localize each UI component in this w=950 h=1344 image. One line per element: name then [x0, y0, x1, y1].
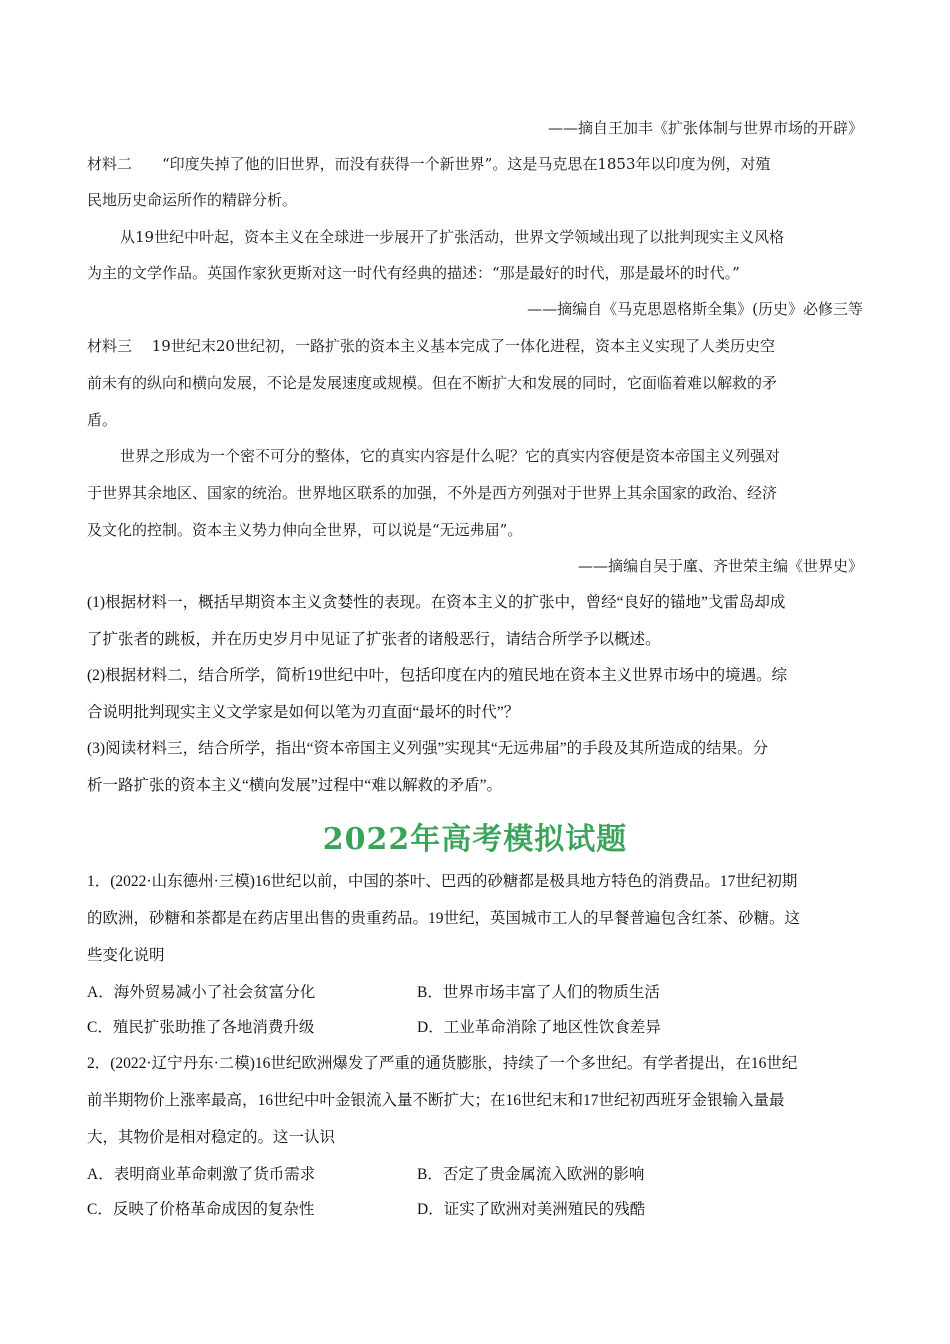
source-citation-2: ——摘编自《马克思恩格斯全集》(历史》必修三等 — [527, 300, 863, 318]
source-citation-3: ——摘编自吴于廑、齐世荣主编《世界史》 — [577, 557, 863, 575]
material-2-line: 为主的文学作品。英国作家狄更斯对这一时代有经典的描述：“那是最好的时代，那是最坏的时代。” — [87, 264, 740, 282]
question-1-line: 了扩张者的跳板，并在历史岁月中见证了扩张者的诸般恶行，请结合所学予以概述。 — [87, 631, 661, 648]
problem-1-option-a: A．海外贸易减小了社会贫富分化 — [87, 984, 316, 1001]
problem-2-stem: 2．(2022·辽宁丹东·二模)16世纪欧洲爆发了严重的通货膨胀，持续了一个多世纪。有学者提出，在16世纪 — [87, 1055, 798, 1072]
question-2-line: 合说明批判现实主义文学家是如何以笔为刃直面“最坏的时代”？ — [87, 704, 520, 721]
question-3-line: 析一路扩张的资本主义“横向发展”过程中“难以解救的矛盾”。 — [87, 777, 503, 794]
problem-1-option-d: D．工业革命消除了地区性饮食差异 — [417, 1019, 661, 1036]
material-3-line: 于世界其余地区、国家的统治。世界地区联系的加强，不外是西方列强对于世界上其余国家的政治、经济 — [87, 484, 778, 502]
material-3-line: 前未有的纵向和横向发展，不论是发展速度或规模。但在不断扩大和发展的同时，它面临着难以解救的矛 — [87, 374, 778, 392]
material-3-line: 世界之形成为一个密不可分的整体，它的真实内容是什么呢？它的真实内容便是资本帝国主义列强对 — [120, 447, 781, 465]
question-1-line: (1)根据材料一，概括早期资本主义贪婪性的表现。在资本主义的扩张中，曾经“良好的锚地”戈雷岛却成 — [87, 594, 786, 611]
problem-2-stem: 大，其物价是相对稳定的。这一认识 — [87, 1129, 336, 1146]
material-3-line: 盾。 — [87, 411, 118, 429]
problem-1-stem: 1．(2022·山东德州·三模)16世纪以前，中国的茶叶、巴西的砂糖都是极具地方特色的消费品。17世纪初期 — [87, 873, 798, 890]
section-title: 2022年高考模拟试题 — [322, 822, 628, 857]
problem-1-option-b: B．世界市场丰富了人们的物质生活 — [417, 984, 660, 1001]
problem-2-option-d: D．证实了欧洲对美洲殖民的残酷 — [417, 1201, 646, 1218]
question-2-line: (2)根据材料二，结合所学，简析19世纪中叶，包括印度在内的殖民地在资本主义世界市场中的境遇。综 — [87, 667, 788, 684]
material-2-line: 材料二 “印度失掉了他的旧世界，而没有获得一个新世界”。这是马克思在1853年以印度为例，对殖 — [87, 155, 771, 173]
material-3-line: 材料三 19世纪末20世纪初，一路扩张的资本主义基本完成了一体化进程，资本主义实现了人类历史空 — [87, 337, 775, 355]
question-3-line: (3)阅读材料三，结合所学，指出“资本帝国主义列强”实现其“无远弗届”的手段及其所造成的结果。分 — [87, 740, 769, 757]
material-2-line: 从19世纪中叶起，资本主义在全球进一步展开了扩张活动，世界文学领域出现了以批判现实主义风格 — [120, 228, 785, 246]
problem-1-stem: 些变化说明 — [87, 947, 165, 964]
problem-1-stem: 的欧洲，砂糖和茶都是在药店里出售的贵重药品。19世纪，英国城市工人的早餐普遍包含红茶、砂糖。这 — [87, 910, 801, 927]
problem-2-stem: 前半期物价上涨率最高，16世纪中叶金银流入量不断扩大；在16世纪末和17世纪初西班牙金银输入量最 — [87, 1092, 785, 1109]
problem-2-option-b: B．否定了贵金属流入欧洲的影响 — [417, 1166, 645, 1183]
material-2-line: 民地历史命运所作的精辟分析。 — [87, 191, 298, 209]
problem-1-option-c: C．殖民扩张助推了各地消费升级 — [87, 1019, 315, 1036]
material-3-line: 及文化的控制。资本主义势力伸向全世界，可以说是“无远弗届”。 — [87, 521, 523, 539]
problem-2-option-a: A．表明商业革命刺激了货币需求 — [87, 1166, 316, 1183]
source-citation-1: ——摘自王加丰《扩张体制与世界市场的开辟》 — [547, 119, 863, 137]
problem-2-option-c: C．反映了价格革命成因的复杂性 — [87, 1201, 315, 1218]
